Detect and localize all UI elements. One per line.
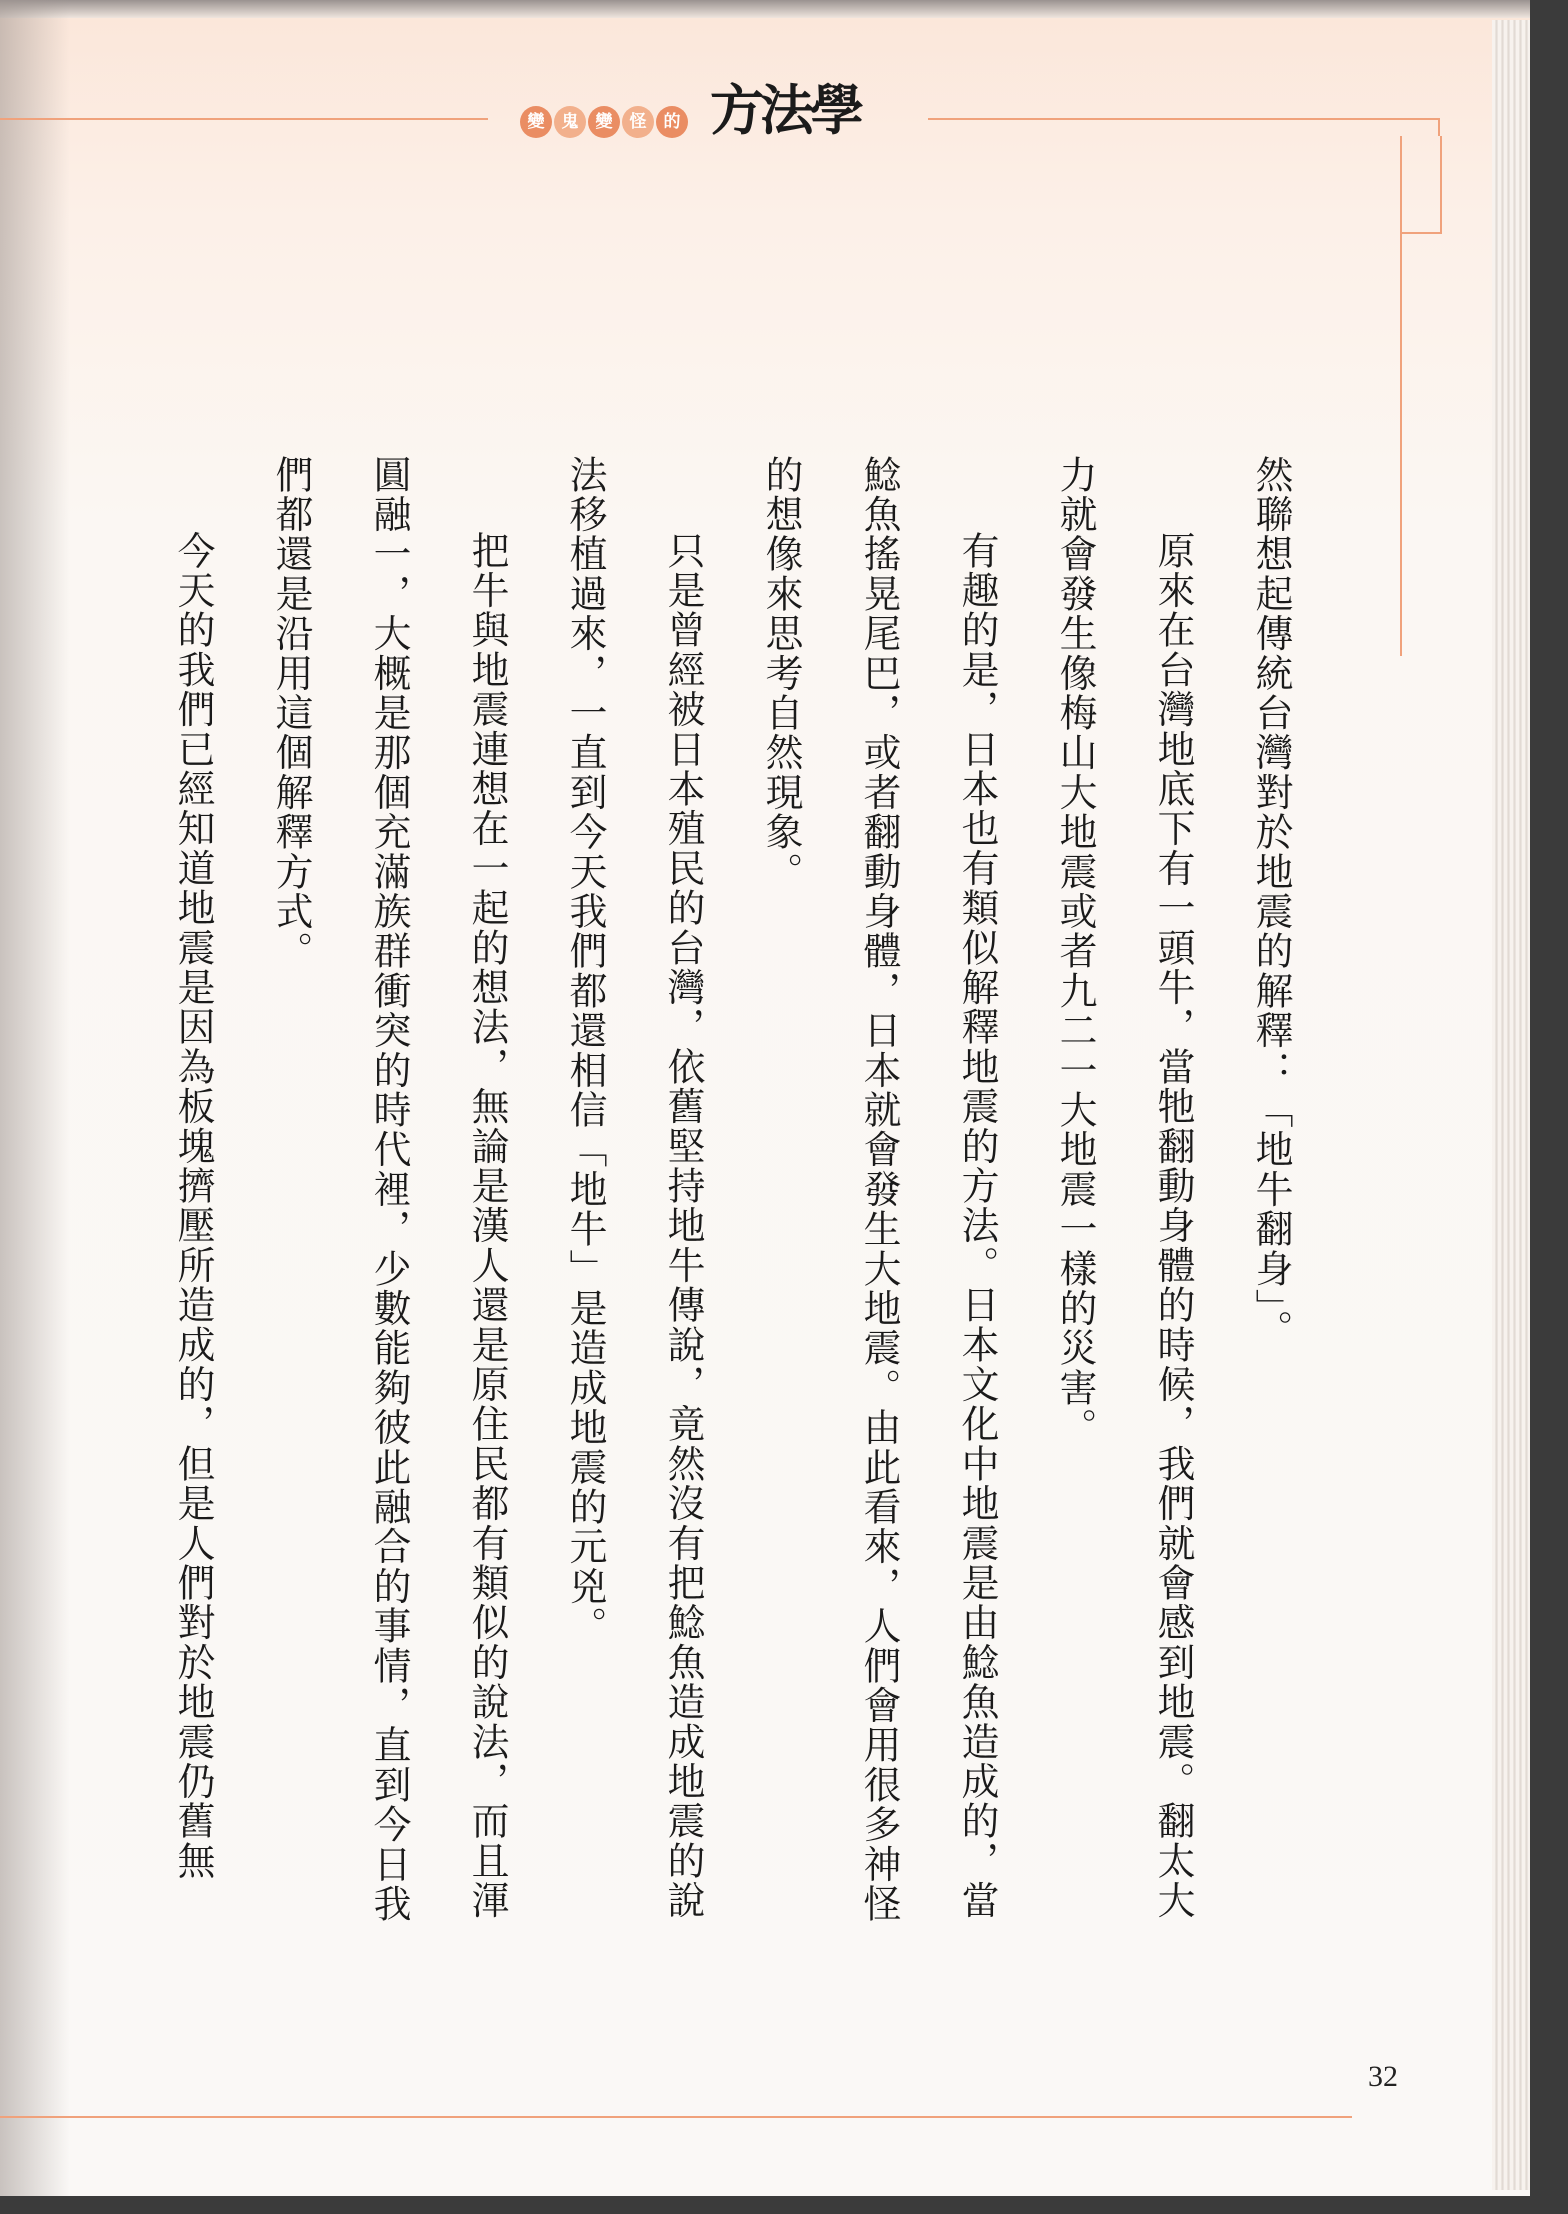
running-header [520, 79, 920, 162]
corner-ornament-inner [1440, 136, 1442, 232]
series-badges [520, 106, 688, 138]
page-top-edge [0, 0, 1530, 18]
vertical-body-text [170, 455, 1320, 1935]
body-paragraph: 然聯想起傳統台灣對於地震的解釋：「地牛翻身」。 [1249, 455, 1293, 1350]
series-badge: 鬼 [554, 106, 586, 138]
corner-ornament [1350, 118, 1440, 136]
page-number: 32 [1368, 2060, 1398, 2093]
footer-rule [0, 2116, 1352, 2118]
corner-ornament-vertical [1400, 136, 1440, 656]
page-stack-edge [1492, 20, 1530, 2190]
header-rule-right [928, 118, 1350, 120]
body-paragraph: 有趣的是，日本也有類似解釋地震的方法。日本文化中地震是由鯰魚造成的，當鯰魚搖晃尾巴，或者翻動身體，日本就會發生大地震。由此看來，人們會用很多神怪的想像來思考自然現象。 [759, 455, 999, 1924]
series-badge: 變 [588, 106, 620, 138]
body-paragraph: 把牛與地震連想在一起的想法，無論是漢人還是原住民都有類似的說法，而且渾圓融一，大概是那個充滿族群衝突的時代裡，少數能夠彼此融合的事情，直到今日我們都還是沿用這個解釋方式。 [269, 455, 509, 1924]
series-badge: 變 [520, 106, 552, 138]
body-paragraph: 只是曾經被日本殖民的台灣，依舊堅持地牛傳說，竟然沒有把鯰魚造成地震的說法移植過來，一直到今天我們都還相信「地牛」是造成地震的元兇。 [563, 455, 705, 1921]
body-paragraph: 今天的我們已經知道地震是因為板塊擠壓所造成的，但是人們對於地震仍舊無 [171, 530, 215, 1881]
corner-ornament-step [1400, 232, 1442, 234]
body-paragraph: 原來在台灣地底下有一頭牛，當牠翻動身體的時候，我們就會感到地震。翻太大力就會發生像梅山大地震或者九二一大地震一樣的災害。 [1053, 455, 1195, 1921]
header-rule-left [0, 118, 488, 120]
binding-shadow [0, 0, 70, 2196]
book-title: 方法學 [710, 79, 860, 142]
series-badge: 怪 [622, 106, 654, 138]
series-badge: 的 [656, 106, 688, 138]
